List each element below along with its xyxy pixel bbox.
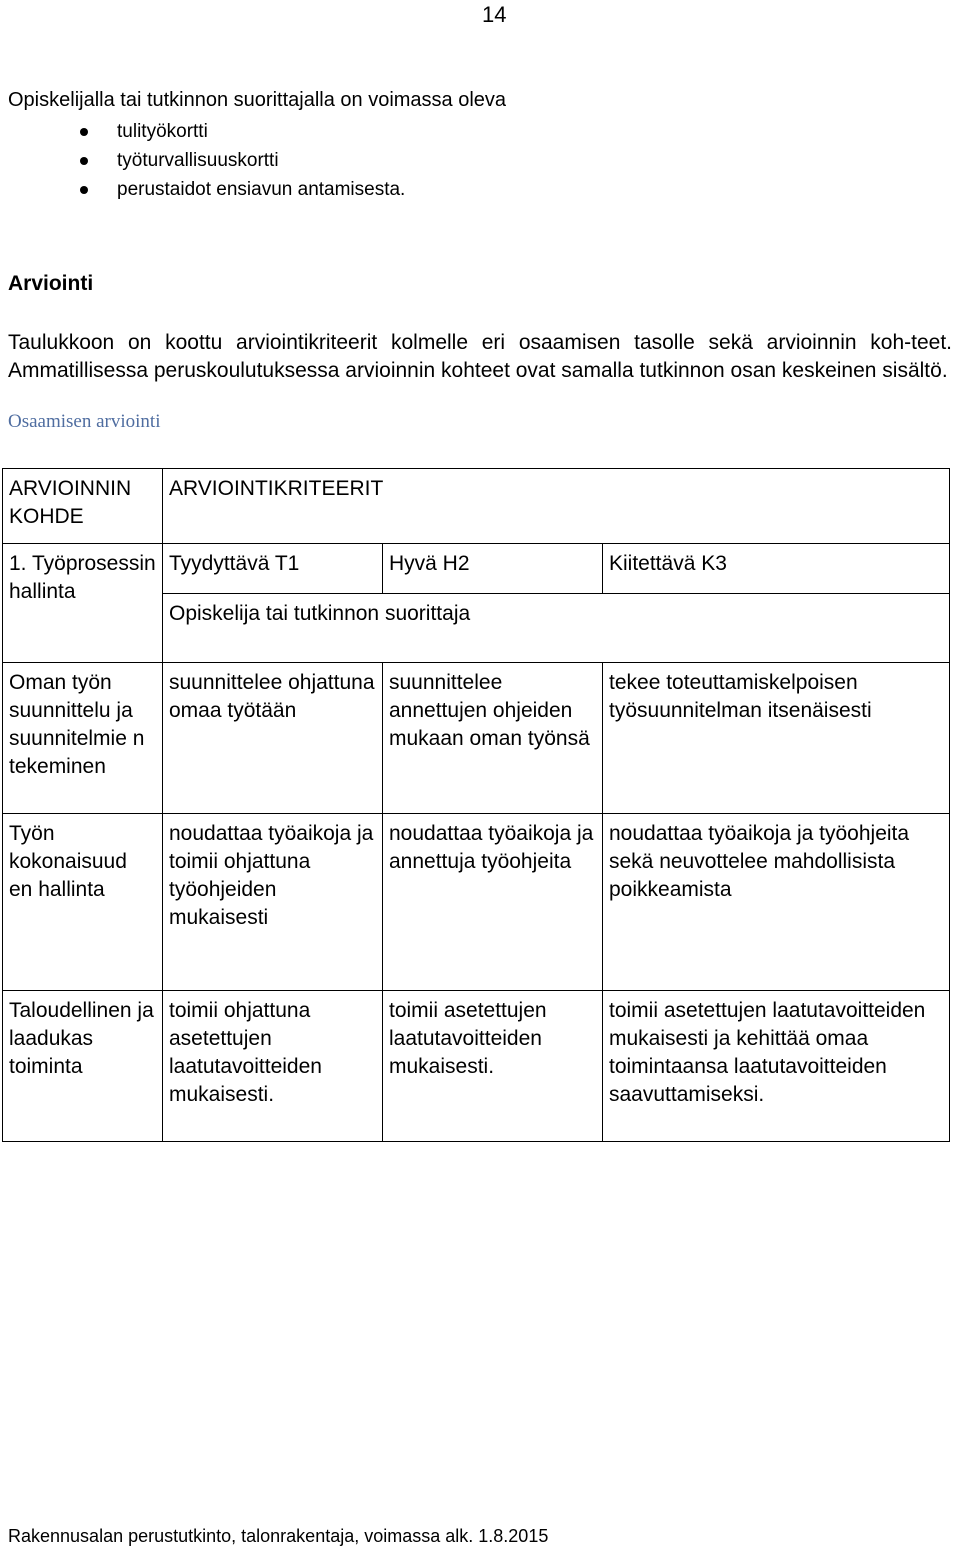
level-k3-cell: Kiitettävä K3 <box>603 544 950 594</box>
target-cell: Työn kokonaisuud en hallinta <box>3 814 163 991</box>
table-header-row <box>3 469 950 544</box>
header-criteria-cell: ARVIOINTIKRITEERIT <box>163 469 950 544</box>
subject-cell: Opiskelija tai tutkinnon suorittaja <box>163 594 950 663</box>
page-number: 14 <box>482 2 507 27</box>
section-label-cell: 1. Työprosessin hallinta <box>3 544 163 663</box>
k3-cell: noudattaa työaikoja ja työohjeita sekä neuvottelee mahdollisista poikkeamista <box>603 814 950 991</box>
h2-cell: toimii asetettujen laatutavoitteiden mukaisesti. <box>383 991 603 1142</box>
list-item: perustaidot ensiavun antamisesta. <box>80 175 405 204</box>
target-cell: Taloudellinen ja laadukas toiminta <box>3 991 163 1142</box>
level-t1-cell: Tyydyttävä T1 <box>163 544 383 594</box>
body-paragraph: Taulukkoon on koottu arviointikriteerit kolmelle eri osaamisen tasolle sekä arvioinnin koh-teet. Ammatillisessa peruskoulutuksessa arvioinnin kohteet ovat samalla tutkinnon osan keskeinen sisältö. <box>8 331 952 382</box>
table-row <box>3 663 950 814</box>
intro-text: Opiskelijalla tai tutkinnon suorittajalla on voimassa oleva <box>8 89 507 111</box>
k3-cell: tekee toteuttamiskelpoisen työsuunnitelman itsenäisesti <box>603 663 950 814</box>
page-footer: Rakennusalan perustutkinto, talonrakentaja, voimassa alk. 1.8.2015 <box>8 1526 549 1546</box>
section-heading: Arviointi <box>8 272 94 295</box>
table-row <box>3 814 950 991</box>
level-h2-cell: Hyvä H2 <box>383 544 603 594</box>
t1-cell: toimii ohjattuna asetettujen laatutavoitteiden mukaisesti. <box>163 991 383 1142</box>
list-item: työturvallisuuskortti <box>80 146 405 175</box>
h2-cell: suunnittelee annettujen ohjeiden mukaan oman työnsä <box>383 663 603 814</box>
list-item: tulityökortti <box>80 117 405 146</box>
table-row <box>3 991 950 1142</box>
h2-cell: noudattaa työaikoja ja annettuja työohjeita <box>383 814 603 991</box>
target-cell: Oman työn suunnittelu ja suunnitelmie n tekeminen <box>3 663 163 814</box>
table-caption: Osaamisen arviointi <box>8 411 161 432</box>
k3-cell: toimii asetettujen laatutavoitteiden mukaisesti ja kehittää omaa toimintaansa laatutavoitteiden saavuttamiseksi. <box>603 991 950 1142</box>
requirements-list <box>80 117 405 204</box>
t1-cell: noudattaa työaikoja ja toimii ohjattuna työohjeiden mukaisesti <box>163 814 383 991</box>
t1-cell: suunnittelee ohjattuna omaa työtään <box>163 663 383 814</box>
levels-row <box>3 544 950 594</box>
header-target-cell: ARVIOINNIN KOHDE <box>3 469 163 544</box>
assessment-table <box>2 468 950 1142</box>
